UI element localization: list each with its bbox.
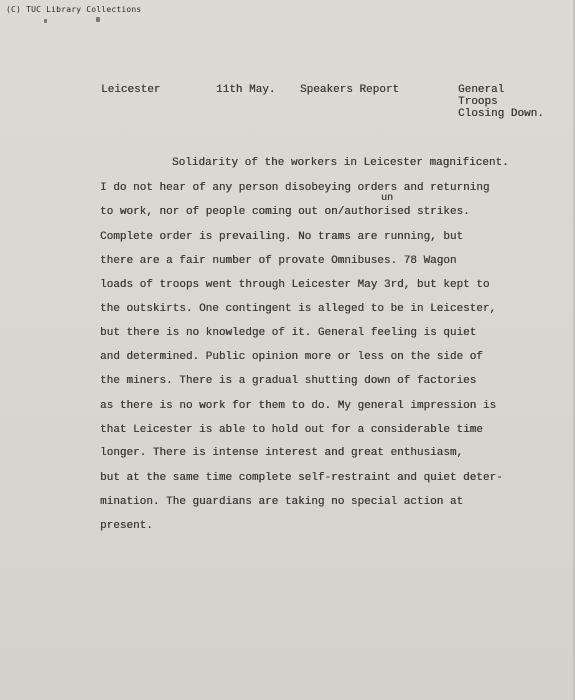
body-line: but at the same time complete self-restraint and quiet deter- [100,472,503,484]
header-category: Troops [458,96,498,108]
body-line: longer. There is intense interest and great enthusiasm, [100,447,464,459]
body-line: the miners. There is a gradual shutting down of factories [100,375,477,387]
header-category: Closing Down. [458,108,544,120]
header-place: Leicester [101,84,161,96]
body-line: Complete order is prevailing. No trams are running, but [100,231,464,243]
body-line: mination. The guardians are taking no special action at [100,496,464,508]
watermark: (C) TUC Library Collections [6,5,142,14]
report-body [100,0,550,700]
interlinear-correction: un [381,193,394,204]
body-line: and determined. Public opinion more or less on the side of [100,351,483,363]
body-line: present. [100,520,153,532]
header-category: General [458,84,505,96]
body-line: as there is no work for them to do. My general impression is [100,400,497,412]
header-date: 11th May. [216,84,276,96]
ink-speck [44,19,47,23]
body-line: I do not hear of any person disobeying orders and returning [100,182,490,194]
body-line: Solidarity of the workers in Leicester magnificent. [172,157,509,169]
body-line: there are a fair number of provate Omnibuses. 78 Wagon [100,255,457,267]
header-report-type: Speakers Report [300,84,400,96]
body-line: the outskirts. One contingent is alleged to be in Leicester, [100,303,497,315]
body-line: to work, nor of people coming out on/authorised strikes. [100,206,470,218]
body-line: that Leicester is able to hold out for a considerable time [100,424,483,436]
body-line: but there is no knowledge of it. General feeling is quiet [100,327,477,339]
body-line: loads of troops went through Leicester May 3rd, but kept to [100,279,490,291]
